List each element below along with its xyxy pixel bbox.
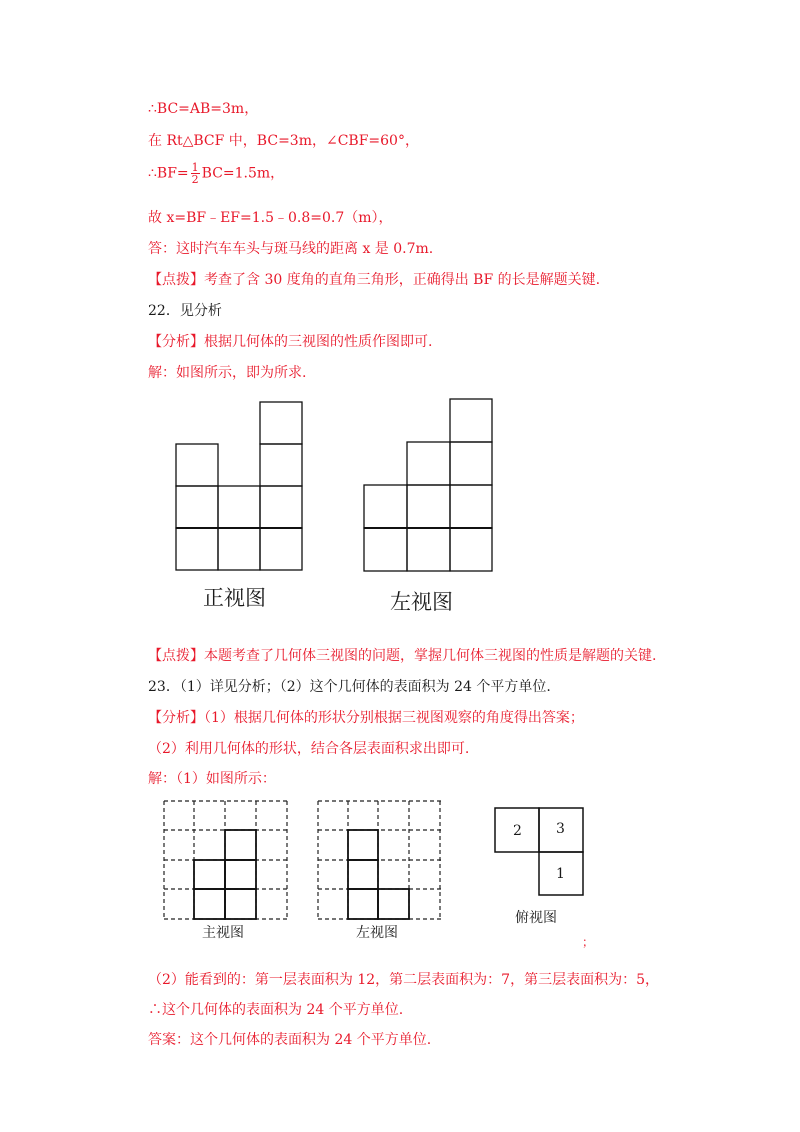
q23-analysis-2: （2）利用几何体的形状，结合各层表面积求出即可. [148,741,470,757]
q23-semicolon: ； [582,935,595,949]
q22-left-caption: 左视图 [390,590,453,614]
solution-line-x: 故 x=BF﹣EF=1.5﹣0.8=0.7（m）， [148,210,393,226]
tip-21: 【点拨】考查了含 30 度角的直角三角形，正确得出 BF 的长是解题关键. [148,272,601,288]
q22-left-view [364,399,492,571]
q23-part2: （2）能看到的：第一层表面积为 12，第二层表面积为：7，第三层表面积为：5， [148,972,659,988]
top-view-label-3: 3 [556,821,565,837]
q23-top-view [495,808,583,895]
q23-main-caption: 主视图 [202,925,244,941]
q23-left-view [318,801,442,919]
q22-analysis: 【分析】根据几何体的三视图的性质作图即可. [148,334,433,350]
q23-therefore: ∴这个几何体的表面积为 24 个平方单位. [148,1002,404,1018]
q23-main-view [164,801,290,919]
q22-solution: 解：如图所示，即为所求. [148,365,307,381]
fraction-numerator: 1 [191,161,199,174]
q23-solution: 解：（1）如图所示： [148,771,276,787]
tip-22: 【点拨】本题考查了几何体三视图的问题，掌握几何体三视图的性质是解题的关键. [148,648,657,664]
solution-line-triangle: 在 Rt△BCF 中，BC=3m，∠CBF=60°， [148,133,419,149]
top-view-label-1: 1 [556,866,565,882]
q23-title: 23．（1）详见分析；（2）这个几何体的表面积为 24 个平方单位. [148,679,551,695]
solution-answer-21: 答：这时汽车车头与斑马线的距离 x 是 0.7m. [148,241,434,257]
solution-line-bc-ab: ∴BC=AB=3m， [148,101,259,117]
bf-prefix: ∴BF= [148,165,189,182]
top-view-label-2: 2 [513,823,522,839]
q23-answer: 答案：这个几何体的表面积为 24 个平方单位. [148,1032,432,1048]
q23-top-caption: 俯视图 [515,910,557,926]
q22-front-caption: 正视图 [203,586,266,610]
bf-suffix: BC=1.5m， [201,165,285,182]
fraction-denominator: 2 [191,173,199,186]
q22-title: 22．见分析 [148,303,222,319]
q23-left-caption: 左视图 [356,925,398,941]
q22-front-view [176,402,302,570]
q23-analysis-1: 【分析】（1）根据几何体的形状分别根据三视图观察的角度得出答案； [148,710,584,726]
